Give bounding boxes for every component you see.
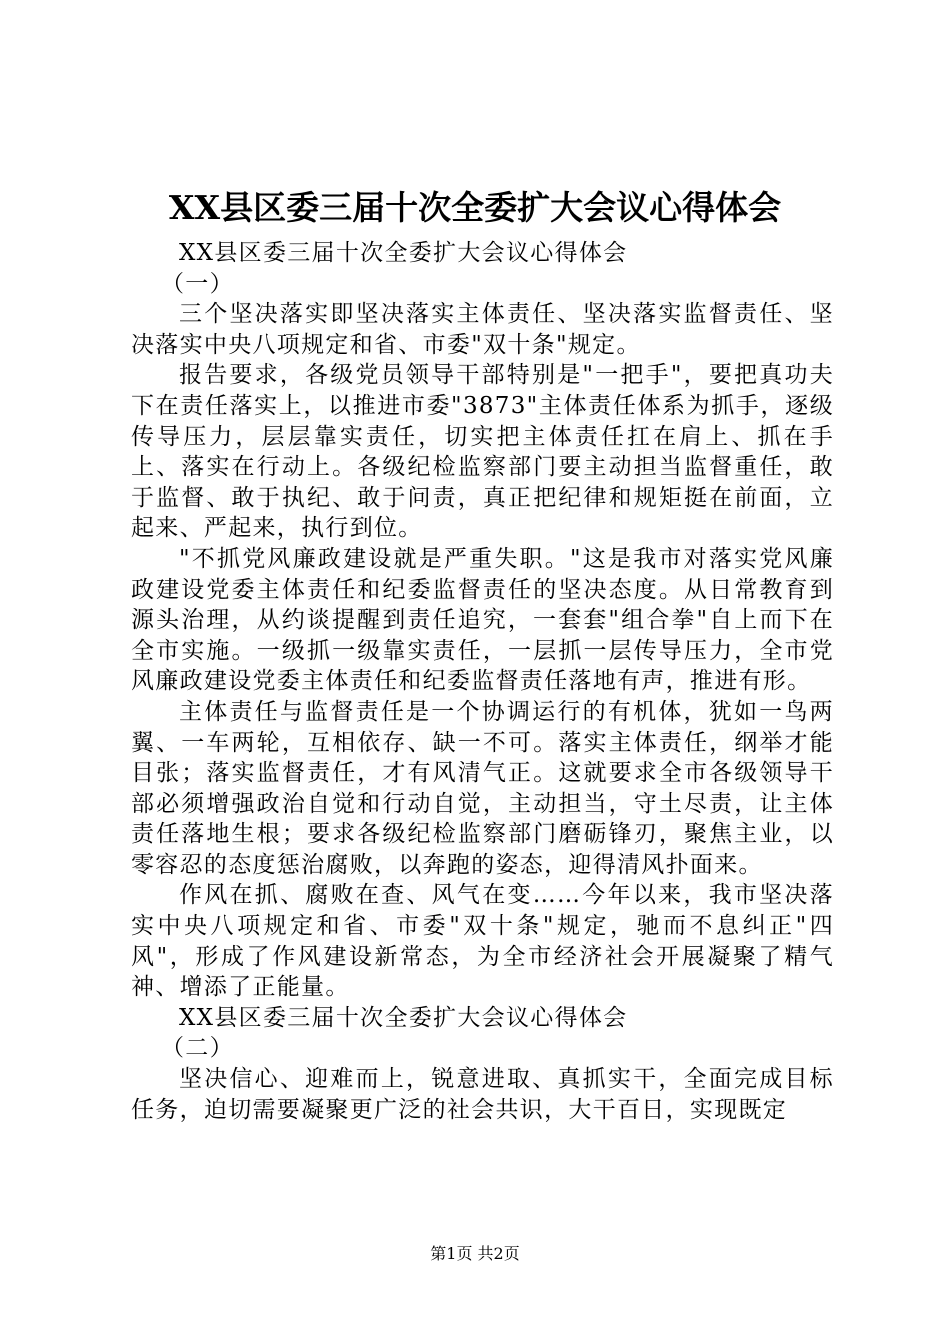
section-marker-2: （二）: [161, 1035, 234, 1062]
paragraph: 作风在抓、腐败在查、风气在变……今年以来，我市坚决落实中央八项规定和省、市委"双十条"规定，驰而不息纠正"四风"，形成了作风建设新常态，为全市经济社会开展凝聚了精气神、增添了正能量。: [131, 882, 834, 1001]
page-footer: 第1页 共2页: [430, 1244, 520, 1263]
document-body: [131, 238, 834, 1125]
document-title: XX县区委三届十次全委扩大会议心得体会: [168, 188, 782, 227]
paragraph-subtitle-2: XX县区委三届十次全委扩大会议心得体会: [179, 1004, 628, 1031]
paragraph: 坚决信心、迎难而上，锐意进取、真抓实干，全面完成目标任务，迫切需要凝聚更广泛的社会共识，大干百日，实现既定: [131, 1066, 834, 1123]
paragraph: 主体责任与监督责任是一个协调运行的有机体，犹如一鸟两翼、一车两轮，互相依存、缺一不可。落实主体责任，纲举才能目张；落实监督责任，才有风清气正。这就要求全市各级领导干部必须增强政治自觉和行动自觉，主动担当，守土尽责，让主体责任落地生根；要求各级纪检监察部门磨砺锋刃，聚焦主业，以零容忍的态度惩治腐败，以奔跑的姿态，迎得清风扑面来。: [131, 698, 834, 878]
paragraph-subtitle-1: XX县区委三届十次全委扩大会议心得体会: [179, 240, 628, 266]
paragraph: 报告要求，各级党员领导干部特别是"一把手"，要把真功夫下在责任落实上，以推进市委"3873"主体责任体系为抓手，逐级传导压力，层层靠实责任，切实把主体责任扛在肩上、抓在手上、落实在行动上。各级纪检监察部门要主动担当监督重任，敢于监督、敢于执纪、敢于问责，真正把纪律和规矩挺在前面，立起来、严起来，执行到位。: [131, 362, 834, 542]
section-marker-1: （一）: [161, 270, 234, 297]
paragraph: 三个坚决落实即坚决落实主体责任、坚决落实监督责任、坚决落实中央八项规定和省、市委"双十条"规定。: [131, 301, 834, 358]
paragraph: "不抓党风廉政建设就是严重失职。"这是我市对落实党风廉政建设党委主体责任和纪委监督责任的坚决态度。从日常教育到源头治理，从约谈提醒到责任追究，一套套"组合拳"自上而下在全市实施。一级抓一级靠实责任，一层抓一层传导压力，全市党风廉政建设党委主体责任和纪委监督责任落地有声，推进有形。: [131, 545, 834, 695]
